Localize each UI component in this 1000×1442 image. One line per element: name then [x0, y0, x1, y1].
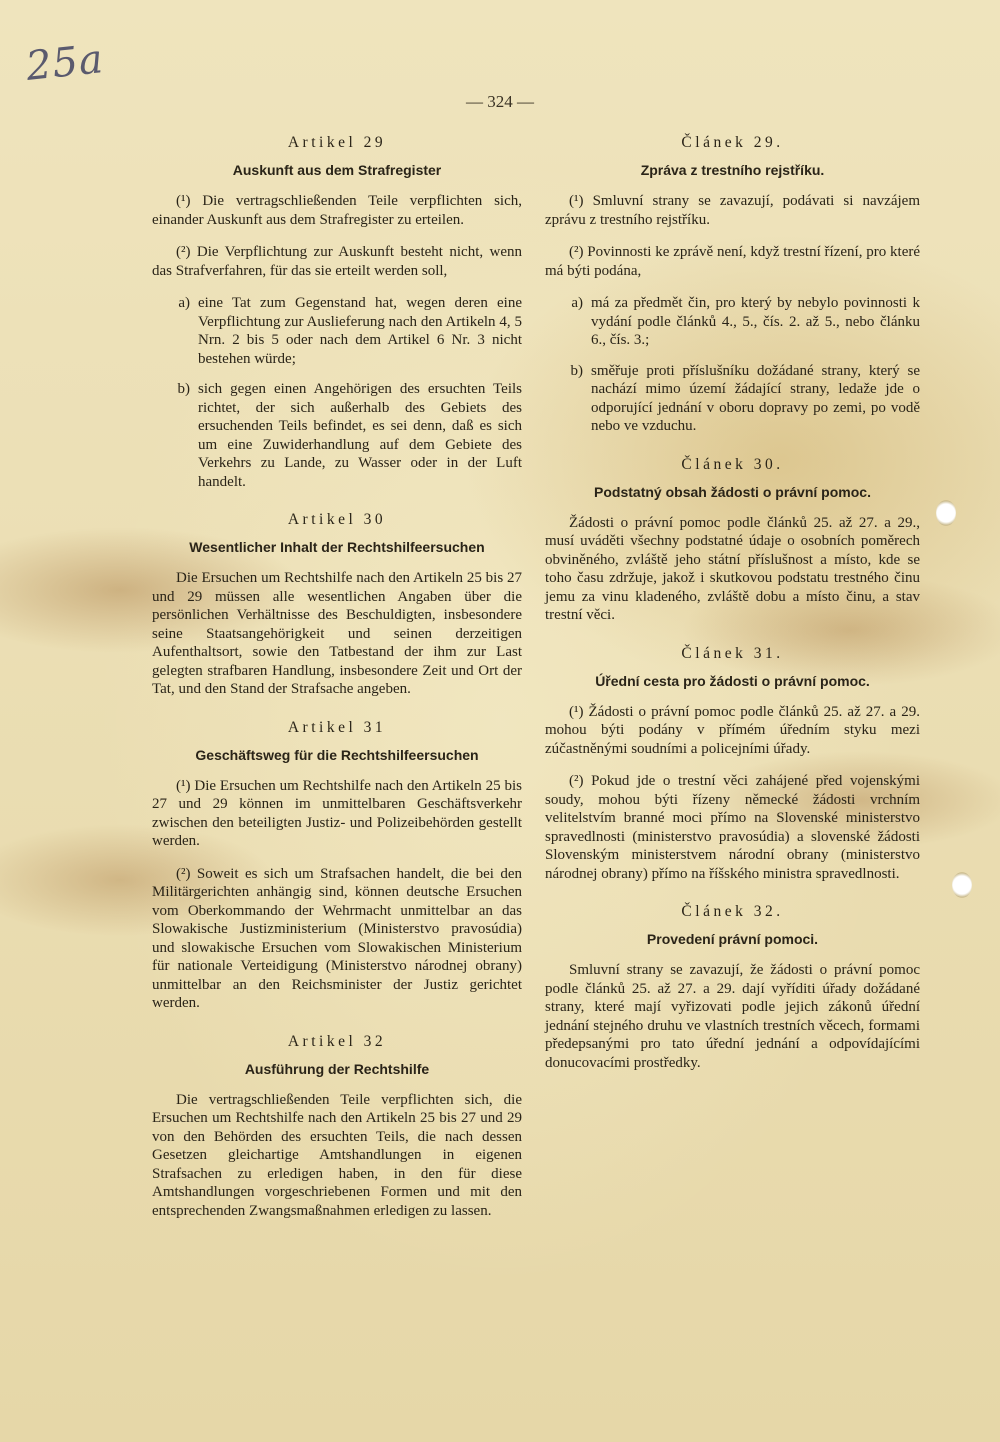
paragraph: (²) Pokud jde o trestní věci zahájené před vojenskými soudy, mohou býti řízeny německé žádosti vrchním velitelstvím branné moci přímo na Slovenské ministerstvo spravedlnosti (ministerstvo pravosúdia) a slovenské žádosti Slovenským ministerstvem národní obrany (ministerstvo národnej obrany) přímo na říšského ministra spravedlnosti.	[545, 773, 920, 882]
list-item-label: a)	[571, 295, 583, 311]
article-title: Auskunft aus dem Strafregister	[232, 162, 442, 178]
article-31-cs	[545, 643, 920, 884]
paragraph: (²) Povinnosti ke zprávě není, když trestní řízení, pro které má býti podána,	[545, 244, 920, 279]
punch-hole	[936, 500, 956, 526]
paragraph: Die Ersuchen um Rechtshilfe nach den Artikeln 25 bis 27 und 29 müssen alle wesentlichen Angaben über die persönlichen Verhältnisse des Beschuldigten, insbesondere seine Staatsangehörigkeit und seinen derzeitigen Aufenthaltsort, sowie den Tatbestand der ihm zur Last gelegten strafbaren Handlung, insbesondere Zeit und Ort der Tat, und den Stand der Strafsache angeben.	[152, 570, 522, 697]
article-30-de	[152, 509, 522, 699]
list-item	[152, 380, 522, 491]
list-item-text: sich gegen einen Angehörigen des ersuchten Teils richtet, der sich außerhalb des Gebiets des ersuchenden Teils befindet, es sei denn, daß es sich um eine Zuwiderhandlung auf dem Gebiete des Verkehrs zu Lande, zu Wasser oder in der Luft handelt.	[198, 381, 522, 490]
paragraph: (¹) Žádosti o právní pomoc podle článků 25. až 27. a 29. mohou býti podány v přímém úředním styku mezi zúčastněnými soudními a policejními úřady.	[545, 703, 920, 757]
handwritten-note: 25a	[23, 36, 106, 90]
list-item	[152, 294, 522, 368]
article-31-de	[152, 717, 522, 1013]
list-item	[545, 294, 920, 350]
article-title: Wesentlicher Inhalt der Rechtshilfeersuchen	[189, 539, 485, 555]
article-29-de	[152, 132, 522, 491]
list-item-text: směřuje proti příslušníku dožádané strany, který se nachází mimo území žádající strany, ledaže jde o odporující jednání v oboru dopravy po zemi, po vodě nebo ve vzduchu.	[591, 362, 920, 434]
paragraph: (²) Die Verpflichtung zur Auskunft besteht nicht, wenn das Strafverfahren, für das sie erteilt werden soll,	[152, 244, 522, 279]
article-title: Provedení právní pomoci.	[646, 931, 819, 947]
paragraph: (¹) Die vertragschließenden Teile verpflichten sich, einander Auskunft aus dem Strafregister zu erteilen.	[152, 193, 522, 228]
article-title: Zpráva z trestního rejstříku.	[640, 162, 825, 178]
paragraph: (¹) Die Ersuchen um Rechtshilfe nach den Artikeln 25 bis 27 und 29 können im unmittelbaren Geschäftsverkehr zwischen den beteiligten Justiz- und Polizeibehörden gestellt werden.	[152, 777, 522, 849]
article-label: Článek 30.	[681, 455, 784, 473]
article-32-cs	[545, 901, 920, 1072]
article-32-de	[152, 1031, 522, 1221]
article-label: Článek 31.	[681, 644, 784, 662]
paragraph: Smluvní strany se zavazují, že žádosti o právní pomoc podle článků 25. až 27. a 29. dají vyříditi úřady dožádané strany, které mají vyřizovati podle jejich zákonů úřední jednání stejného druhu ve vlastních trestních věcech, formami předepsanými pro tato úřední jednání a odpovídajícími donucovacími prostředky.	[545, 962, 920, 1071]
paragraph: (¹) Smluvní strany se zavazují, podávati si navzájem zprávu z trestního rejstříku.	[545, 193, 920, 228]
german-column	[152, 132, 522, 1238]
article-title: Ausführung der Rechtshilfe	[244, 1060, 430, 1077]
list-item-text: má za předmět čin, pro který by nebylo povinnosti k vydání podle článků 4., 5., čís. 2. až 5., nebo článku 6., čís. 3.;	[591, 295, 920, 348]
list-item-label: b)	[177, 381, 190, 397]
punch-hole	[952, 872, 972, 898]
article-label: Artikel 31	[287, 718, 387, 736]
article-label: Článek 29.	[681, 134, 784, 151]
article-title: Úřední cesta pro žádosti o právní pomoc.	[595, 672, 870, 689]
article-label: Artikel 30	[287, 511, 387, 528]
list-item	[545, 362, 920, 436]
article-title: Podstatný obsah žádosti o právní pomoc.	[594, 483, 871, 500]
czech-column	[545, 132, 920, 1090]
list-item-label: b)	[570, 362, 583, 379]
paragraph: Die vertragschließenden Teile verpflichten sich, die Ersuchen um Rechtshilfe nach den Artikeln 25 bis 27 und 29 von den Behörden des ersuchten Teils, die nach dessen Gesetzen gleichartige Amtshandlungen in eigenen Strafsachen zu erledigen haben, in den für diese Amtshandlungen vorgeschriebenen Formen und mit den entsprechenden Zwangsmaßnahmen erledigen zu lassen.	[152, 1091, 522, 1219]
article-label: Artikel 32	[287, 1032, 387, 1050]
article-label: Článek 32.	[681, 903, 784, 920]
paragraph: (²) Soweit es sich um Strafsachen handelt, die bei den Militärgerichten anhängig sind, können deutsche Ersuchen vom Oberkommando der Wehrmacht unmittelbar an das Slowakische Justizministerium (Ministerstvo pravosúdia) und slowakische Ersuchen vom Slowakischen Ministerium für nationale Verteidigung (Ministerstvo národnej obrany) unmittelbar an den Reichsminister der Justiz gerichtet werden.	[152, 865, 522, 1011]
article-30-cs	[545, 454, 920, 625]
page-number: — 324 —	[466, 92, 534, 111]
article-29-cs	[545, 132, 920, 436]
article-label: Artikel 29	[287, 134, 387, 151]
list-item-text: eine Tat zum Gegenstand hat, wegen deren eine Verpflichtung zur Auslieferung nach den Artikeln 4, 5 Nrn. 2 bis 5 oder nach dem Artikel 6 Nr. 3 nicht bestehen würde;	[198, 295, 522, 367]
article-title: Geschäftsweg für die Rechtshilfeersuchen	[195, 746, 479, 763]
list-item-label: a)	[178, 295, 190, 311]
paragraph: Žádosti o právní pomoc podle článků 25. až 27. a 29., musí uváděti všechny podstatné údaje o osobních poměrech obviněného, zvláště jeho státní příslušnost a místo, kde se toho času zdržuje, jakož i skutkovou podstatu trestného činu jemu za vinu kladeného, zvláště dobu a místo činu, a stav trestní věci.	[545, 514, 920, 623]
